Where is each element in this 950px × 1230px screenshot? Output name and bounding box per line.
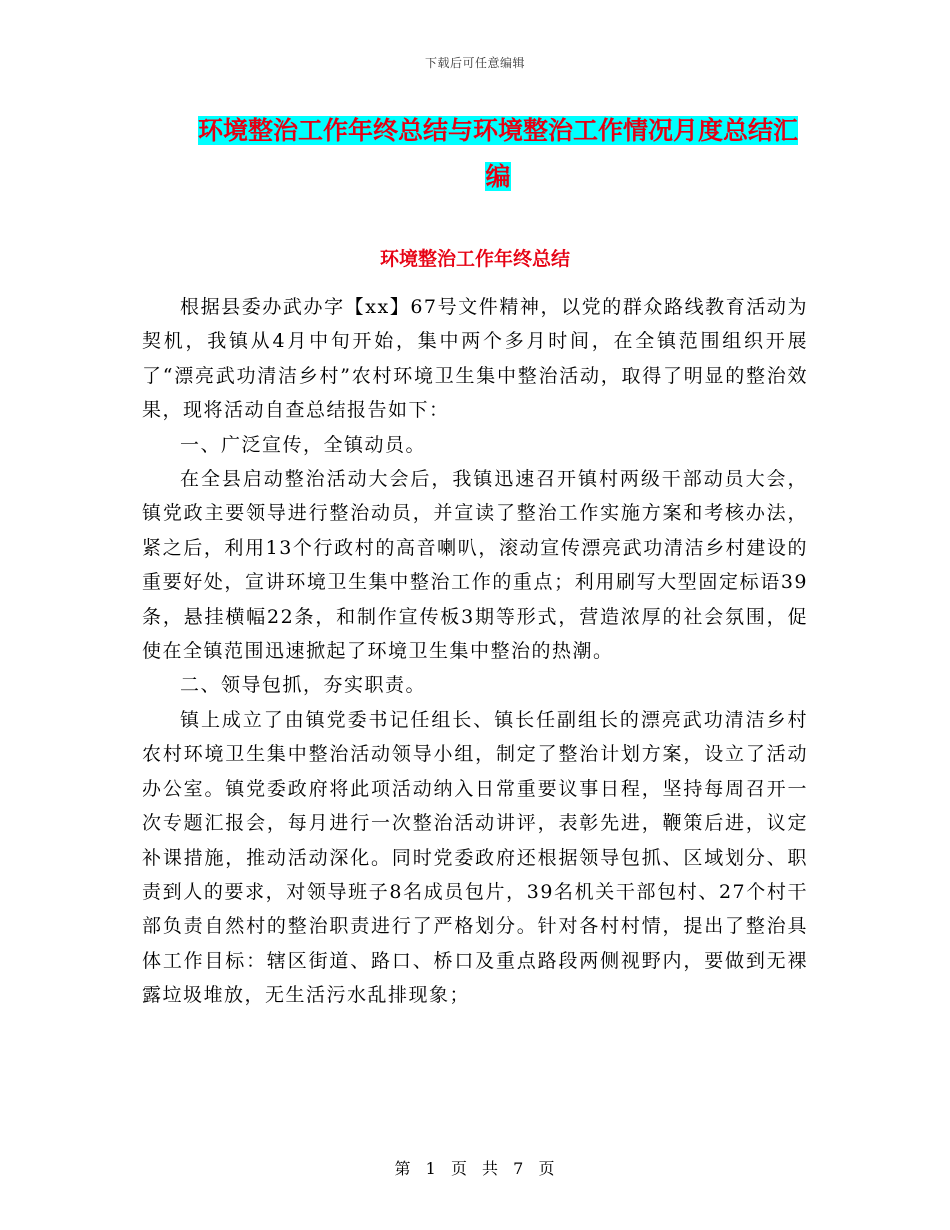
body-text bbox=[142, 290, 808, 1013]
section-title: 环境整治工作年终总结 bbox=[379, 248, 570, 270]
footer-total-pages: 7 bbox=[513, 1159, 525, 1178]
paragraph-leadership: 镇上成立了由镇党委书记任组长、镇长任副组长的漂亮武功清洁乡村农村环境卫生集中整治活动领导小组，制定了整治计划方案，设立了活动办公室。镇党委政府将此项活动纳入日常重要议事日程，坚持每周召开一次专题汇报会，每月进行一次整治活动讲评，表彰先进，鞭策后进，议定补课措施，推动活动深化。同时党委政府还根据领导包抓、区域划分、职责到人的要求，对领导班子8名成员包片，39名机关干部包村、27个村干部负责自然村的整治职责进行了严格划分。针对各村村情，提出了整治具体工作目标：辖区街道、路口、桥口及重点路段两侧视野内，要做到无裸露垃圾堆放，无生活污水乱排现象； bbox=[142, 708, 808, 1007]
footer-current-page: 1 bbox=[425, 1159, 437, 1178]
footer-mid1: 页 bbox=[450, 1159, 468, 1178]
paragraph-intro: 根据县委办武办字【xx】67号文件精神，以党的群众路线教育活动为契机，我镇从4月中旬开始，集中两个多月时间，在全镇范围组织开展了“漂亮武功清洁乡村”农村环境卫生集中整治活动，取得了明显的整治效果，现将活动自查总结报告如下： bbox=[142, 296, 808, 422]
page-footer bbox=[0, 1156, 950, 1179]
footer-suffix: 页 bbox=[538, 1159, 556, 1178]
document-title bbox=[190, 108, 806, 200]
document-title-text: 环境整治工作年终总结与环境整治工作情况月度总结汇编 bbox=[197, 116, 798, 191]
paragraph-heading-1: 一、广泛宣传，全镇动员。 bbox=[180, 433, 427, 456]
footer-mid2: 共 bbox=[482, 1159, 500, 1178]
paragraph-publicity: 在全县启动整治活动大会后，我镇迅速召开镇村两级干部动员大会，镇党政主要领导进行整治动员，并宣读了整治工作实施方案和考核办法，紧之后，利用13个行政村的高音喇叭，滚动宣传漂亮武功清洁乡村建设的重要好处，宣讲环境卫生集中整治工作的重点；利用刷写大型固定标语39条，悬挂横幅22条，和制作宣传板3期等形式，营造浓厚的社会氛围，促使在全镇范围迅速掀起了环境卫生集中整治的热潮。 bbox=[142, 468, 808, 663]
footer-prefix: 第 bbox=[394, 1159, 412, 1178]
paragraph-heading-2: 二、领导包抓，夯实职责。 bbox=[180, 674, 427, 697]
header-note: 下载后可任意编辑 bbox=[424, 56, 525, 70]
